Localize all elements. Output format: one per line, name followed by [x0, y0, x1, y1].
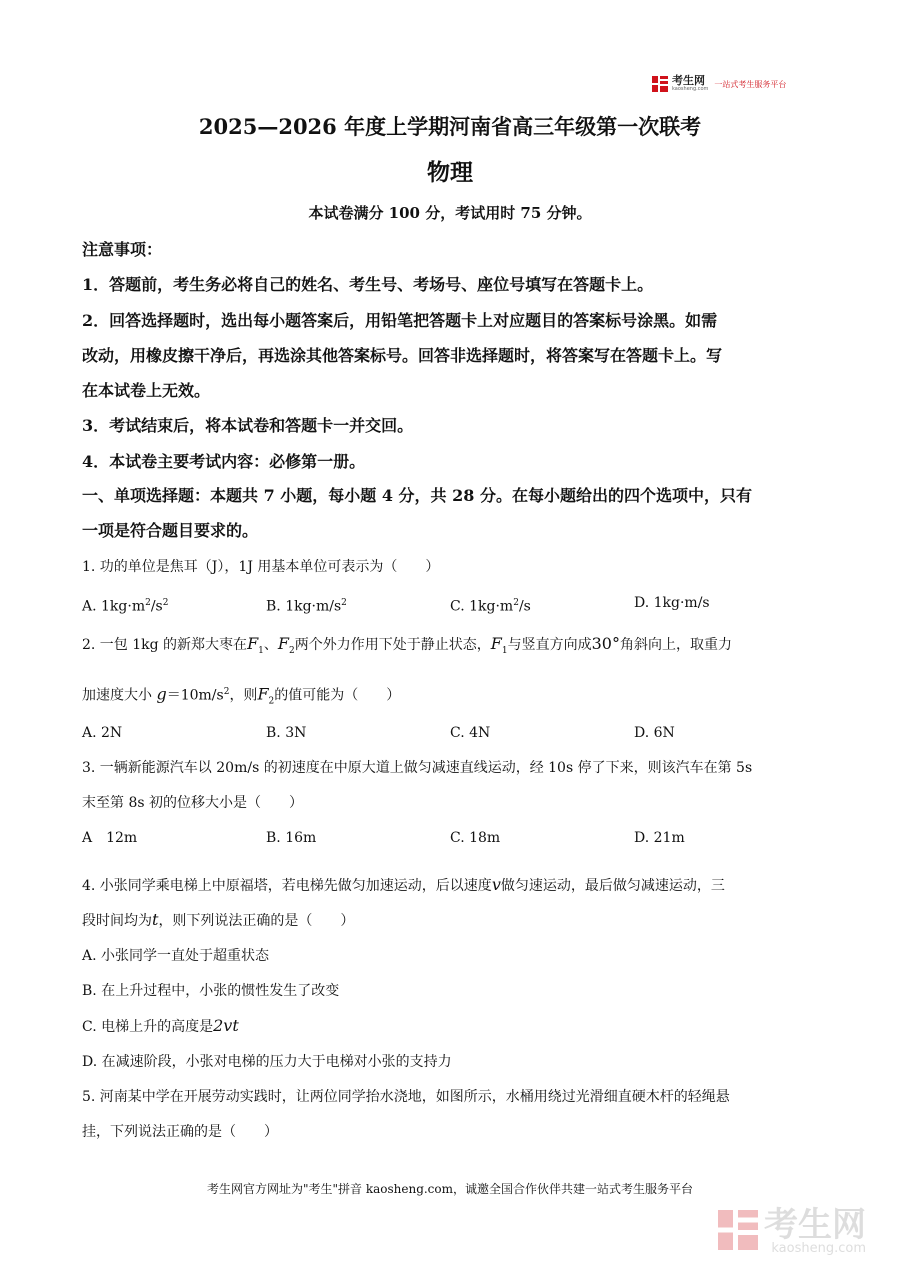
watermark-logo-icon [718, 1210, 758, 1254]
question-4-option-b: B. 在上升过程中，小张的惯性发生了改变 [82, 983, 340, 999]
question-3-stem-line1: 3. 一辆新能源汽车以 20m/s 的初速度在中原大道上做匀减速直线运动，经 10s 停了下来，则该汽车在第 5s [82, 760, 753, 776]
question-1-option-a: A. $1kg\cdot m^2/s^2$ [82, 598, 169, 615]
exam-title: 2025—2026 年度上学期河南省高三年级第一次联考 [198, 114, 702, 139]
question-2-stem-line2: 加速度大小 $g=10m/s^2$，则$F_2$的值可能为（ ） [82, 684, 401, 707]
notice-item: 3．考试结束后，将本试卷和答题卡一并交回。 [82, 416, 414, 435]
question-2-option-d: D. 6N [634, 725, 675, 741]
question-3-stem-line2: 末至第 8s 初的位移大小是（ ） [82, 795, 303, 811]
notice-item: 1．答题前，考生务必将自己的姓名、考生号、考场号、座位号填写在答题卡上。 [82, 275, 654, 294]
question-2-stem-line1: 2. 一包 1kg 的新郑大枣在$F_1$、$F_2$两个外力作用下处于静止状态，$F_1$与竖直方向成30°角斜向上，取重力 [82, 634, 732, 656]
watermark-text [764, 1205, 866, 1256]
question-2-option-c: C. 4N [450, 725, 491, 741]
question-5-stem-line1: 5. 河南某中学在开展劳动实践时，让两位同学抬水浇地，如图所示，水桶用绕过光滑细直硬木杆的轻绳悬 [82, 1089, 730, 1105]
watermark-name: 考生网 [764, 1205, 866, 1245]
question-1-option-d: D. 1kg·m/s [634, 595, 710, 611]
kaosheng-logo-icon [652, 76, 668, 92]
logo-text [672, 76, 708, 92]
subject-title: 物理 [427, 159, 473, 186]
kaosheng-logo[interactable] [652, 74, 786, 94]
exam-info: 本试卷满分 100 分，考试用时 75 分钟。 [308, 204, 592, 222]
section-heading: 一、单项选择题：本题共 7 小题，每小题 4 分，共 28 分。在每小题给出的四个选项中，只有 [82, 486, 752, 505]
question-3-option-d: D. 21m [634, 830, 685, 846]
question-4-stem-line1: 4. 小张同学乘电梯上中原福塔，若电梯先做匀加速运动，后以速度v做匀速运动，最后做匀减速运动，三 [82, 875, 725, 894]
question-3-option-c: C. 18m [450, 830, 501, 846]
question-1-option-c: C. $1kg\cdot m^2/s$ [450, 598, 531, 615]
question-3-option-b: B. 16m [266, 830, 317, 846]
notice-item: 2．回答选择题时，选出每小题答案后，用铅笔把答题卡上对应题目的答案标号涂黑。如需 [82, 311, 718, 330]
question-2-option-a: A. 2N [82, 725, 123, 741]
notice-item: 改动，用橡皮擦干净后，再选涂其他答案标号。回答非选择题时，将答案写在答题卡上。写 [82, 346, 723, 365]
notice-heading: 注意事项： [82, 240, 163, 259]
logo-name: 考生网 [672, 74, 705, 87]
question-4-option-d: D. 在减速阶段，小张对电梯的压力大于电梯对小张的支持力 [82, 1054, 452, 1070]
notice-item: 在本试卷上无效。 [82, 381, 211, 400]
logo-slogan: 一站式考生服务平台 [714, 79, 787, 89]
page-footer: 考生网官方网址为"考生"拼音 kaosheng.com，诚邀全国合作伙伴共建一站式考生服务平台 [206, 1182, 694, 1196]
section-heading-cont: 一项是符合题目要求的。 [82, 521, 259, 540]
question-1-stem: 1. 功的单位是焦耳（J），1J 用基本单位可表示为（ ） [82, 559, 440, 575]
notice-item: 4．本试卷主要考试内容：必修第一册。 [82, 452, 366, 471]
watermark [718, 1205, 866, 1256]
question-4-stem-line2: 段时间均为t，则下列说法正确的是（ ） [82, 910, 355, 929]
logo-domain: kaosheng.com [672, 86, 709, 92]
question-3-option-a: A 12m [82, 830, 138, 846]
question-4-option-c: C. 电梯上升的高度是2vt [82, 1016, 239, 1035]
watermark-domain: kaosheng.com [771, 1241, 866, 1256]
question-5-stem-line2: 挂，下列说法正确的是（ ） [82, 1124, 278, 1140]
question-2-option-b: B. 3N [266, 725, 307, 741]
question-4-option-a: A. 小张同学一直处于超重状态 [82, 948, 270, 964]
question-1-option-b: B. $1kg\cdot m/s^2$ [266, 598, 347, 615]
